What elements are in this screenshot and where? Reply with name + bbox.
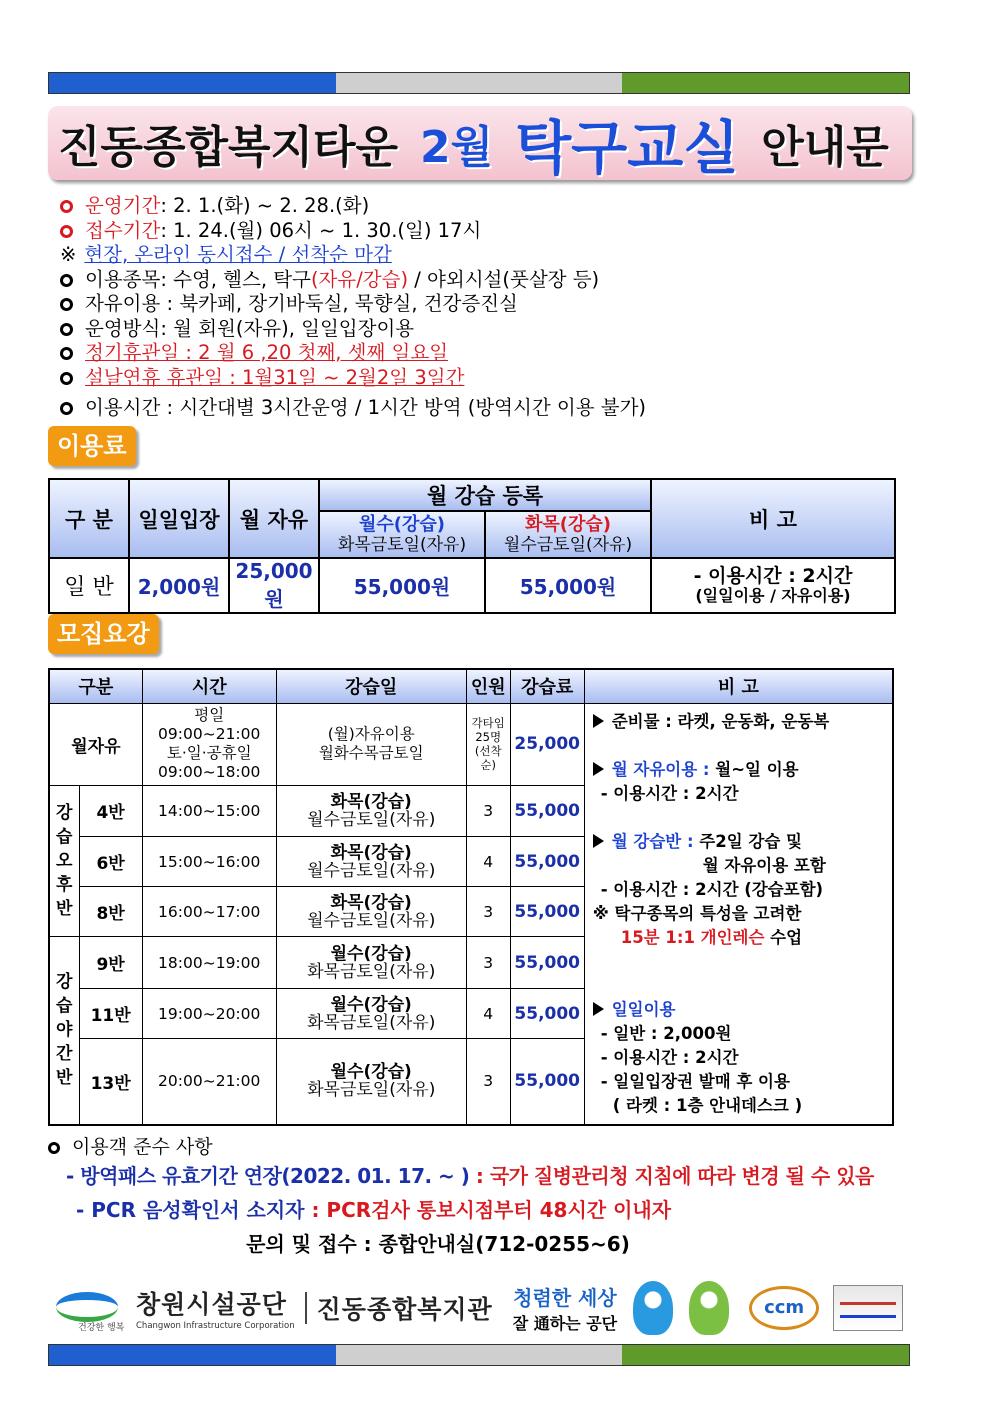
- fee-badge: 이용료: [48, 426, 136, 466]
- fee-table: [48, 478, 896, 614]
- recruit-header-fee: 강습료: [510, 669, 584, 703]
- monthly-free-label: 월자유: [49, 703, 142, 785]
- circle-bullet-icon: [60, 347, 73, 360]
- circle-bullet-icon: [60, 225, 73, 238]
- circle-bullet-icon: [60, 372, 73, 385]
- info-free-use: 자유이용 : 북카페, 장기바둑실, 묵향실, 건강증진실: [60, 292, 940, 317]
- class-13-label: 13반: [79, 1039, 142, 1125]
- top-stripe: [48, 72, 910, 94]
- recruit-header-note: 비 고: [584, 669, 893, 703]
- fee-daily-price: 2,000원: [129, 558, 229, 613]
- rule-pass: - 방역패스 유효기간 연장(2022. 01. 17. ~ ) : 국가 질병관리청 지침에 따라 변경 될 수 있음: [66, 1164, 874, 1188]
- mascot-blue-icon: [633, 1281, 673, 1335]
- ccm-logo: ccm: [749, 1286, 819, 1330]
- title-end: 안내문: [761, 122, 889, 173]
- class-8-time: 16:00~17:00: [142, 887, 276, 937]
- class-4-days: 화목(강습) 월수금토일(자유): [276, 785, 466, 837]
- fee-header-lesson-group: 월 강습 등록: [319, 479, 651, 511]
- class-13-days: 월수(강습) 화목금토일(자유): [276, 1039, 466, 1125]
- class-8-label: 8반: [79, 887, 142, 937]
- info-notice: ※ 현장, 온라인 동시접수 / 선착순 마감: [60, 243, 392, 266]
- circle-bullet-icon: [60, 298, 73, 311]
- logo-bar: [52, 1278, 922, 1338]
- center-name: 진동종합복지관: [316, 1295, 493, 1324]
- class-8-fee: 55,000: [510, 887, 584, 937]
- fee-header-lesson1: 월수(강습) 화목금토일(자유): [319, 511, 485, 558]
- fee-header-monthly: 월 자유: [229, 479, 319, 558]
- info-closed-regular: 정기휴관일 : 2 월 6 ,20 첫째, 셋째 일요일: [60, 341, 940, 366]
- recruit-table: [48, 668, 894, 1126]
- group-night-label: 강습 야간반: [49, 937, 79, 1125]
- class-4-fee: 55,000: [510, 785, 584, 837]
- class-6-count: 4: [466, 837, 510, 887]
- triangle-bullet-icon: [593, 762, 604, 776]
- monthly-free-fee: 25,000: [510, 703, 584, 785]
- rule-pcr: - PCR 음성확인서 소지자 : PCR검사 통보시점부터 48시간 이내자: [76, 1198, 672, 1222]
- class-9-fee: 55,000: [510, 937, 584, 989]
- circle-bullet-icon: [48, 1142, 60, 1154]
- contact-info: 문의 및 접수 : 종합안내실(712-0255~6): [246, 1232, 630, 1256]
- fee-lesson2-price: 55,000원: [485, 558, 651, 613]
- bottom-stripe: [48, 1344, 910, 1366]
- fee-note: - 이용시간 : 2시간 (일일이용 / 자유이용): [651, 558, 895, 613]
- class-8-count: 3: [466, 887, 510, 937]
- monthly-free-capacity: 각타임 25명 (선착 순): [466, 703, 510, 785]
- class-4-count: 3: [466, 785, 510, 837]
- fee-header-lesson2: 화목(강습) 월수금토일(자유): [485, 511, 651, 558]
- group-afternoon-label: 강습 오후반: [49, 785, 79, 937]
- triangle-bullet-icon: [593, 714, 604, 728]
- class-6-days: 화목(강습) 월수금토일(자유): [276, 837, 466, 887]
- fee-lesson1-price: 55,000원: [319, 558, 485, 613]
- info-items: 이용종목: 수영, 헬스, 탁구(자유/강습) / 야외시설(풋살장 등): [60, 268, 940, 293]
- info-list: [60, 194, 940, 421]
- circle-bullet-icon: [60, 323, 73, 336]
- recruit-notes: 준비물 : 라켓, 운동화, 운동복 월 자유이용 : 월~일 이용 - 이용시간 : 2시간 월 강습반 : 주2일 강습 및 월 자유이용 포함 - 이용시간 : 2시간 (강습포함) ※ 탁구종목의 특성을 고려한 15분 1:1 개인레슨 수업 일일이용 - 일반 : 2,000원 - 이용시간 : 2시간 - 일일입장권 발매 후 이용 ( 라켓 : 1층 안내데스크 ): [584, 703, 893, 1125]
- class-9-time: 18:00~19:00: [142, 937, 276, 989]
- page-title: [48, 106, 912, 180]
- class-9-label: 9반: [79, 937, 142, 989]
- class-11-days: 월수(강습) 화목금토일(자유): [276, 989, 466, 1039]
- class-6-label: 6반: [79, 837, 142, 887]
- rules-title: 이용객 준수 사항: [48, 1132, 958, 1160]
- title-month: 2월: [420, 122, 494, 173]
- class-11-label: 11반: [79, 989, 142, 1039]
- class-6-time: 15:00~16:00: [142, 837, 276, 887]
- title-highlight: 탁구교실: [515, 114, 740, 180]
- class-13-time: 20:00~21:00: [142, 1039, 276, 1125]
- fee-monthly-price: 25,000원: [229, 558, 319, 613]
- circle-bullet-icon: [60, 402, 73, 415]
- city-logo-icon: 건강한 행복: [52, 1280, 126, 1336]
- title-main: 진동종합복지타운: [58, 122, 399, 173]
- class-4-label: 4반: [79, 785, 142, 837]
- footer-notes: [48, 1132, 958, 1257]
- monthly-free-days: (월)자유이용 월화수목금토일: [276, 703, 466, 785]
- class-4-time: 14:00~15:00: [142, 785, 276, 837]
- mascot-green-icon: [689, 1281, 729, 1335]
- recruit-header-count: 인원: [466, 669, 510, 703]
- triangle-bullet-icon: [593, 1002, 604, 1016]
- class-9-days: 월수(강습) 화목금토일(자유): [276, 937, 466, 989]
- recruit-header-time: 시간: [142, 669, 276, 703]
- info-hours: 이용시간 : 시간대별 3시간운영 / 1시간 방역 (방역시간 이용 불가): [60, 396, 940, 421]
- class-11-fee: 55,000: [510, 989, 584, 1039]
- recruit-header-days: 강습일: [276, 669, 466, 703]
- class-9-count: 3: [466, 937, 510, 989]
- recruit-header-category: 구분: [49, 669, 142, 703]
- integrity-slogan: 청렴한 세상 잘 通하는 공단: [512, 1286, 618, 1333]
- info-period: 운영기간: 2. 1.(화) ~ 2. 28.(화): [60, 194, 940, 219]
- corporation-name: 창원시설공단 Changwon Infrastructure Corporation: [136, 1290, 295, 1331]
- info-reception: 접수기간: 1. 24.(월) 06시 ~ 1. 30.(일) 17시: [60, 219, 940, 244]
- class-6-fee: 55,000: [510, 837, 584, 887]
- fee-row-category: 일 반: [49, 558, 129, 613]
- class-13-count: 3: [466, 1039, 510, 1125]
- fee-header-note: 비 고: [651, 479, 895, 558]
- recruit-badge: 모집요강: [48, 614, 159, 654]
- class-8-days: 화목(강습) 월수금토일(자유): [276, 887, 466, 937]
- circle-bullet-icon: [60, 200, 73, 213]
- info-closed-holiday: 설날연휴 휴관일 : 1월31일 ~ 2월2일 3일간: [60, 366, 940, 391]
- class-13-fee: 55,000: [510, 1039, 584, 1125]
- triangle-bullet-icon: [593, 834, 604, 848]
- certification-badge-icon: [833, 1285, 903, 1331]
- class-11-count: 4: [466, 989, 510, 1039]
- logo-divider: [305, 1292, 307, 1324]
- info-operation: 운영방식: 월 회원(자유), 일일입장이용: [60, 317, 940, 342]
- monthly-free-time: 평일 09:00~21:00 토·일·공휴일 09:00~18:00: [142, 703, 276, 785]
- circle-bullet-icon: [60, 274, 73, 287]
- fee-header-daily: 일일입장: [129, 479, 229, 558]
- fee-header-category: 구 분: [49, 479, 129, 558]
- class-11-time: 19:00~20:00: [142, 989, 276, 1039]
